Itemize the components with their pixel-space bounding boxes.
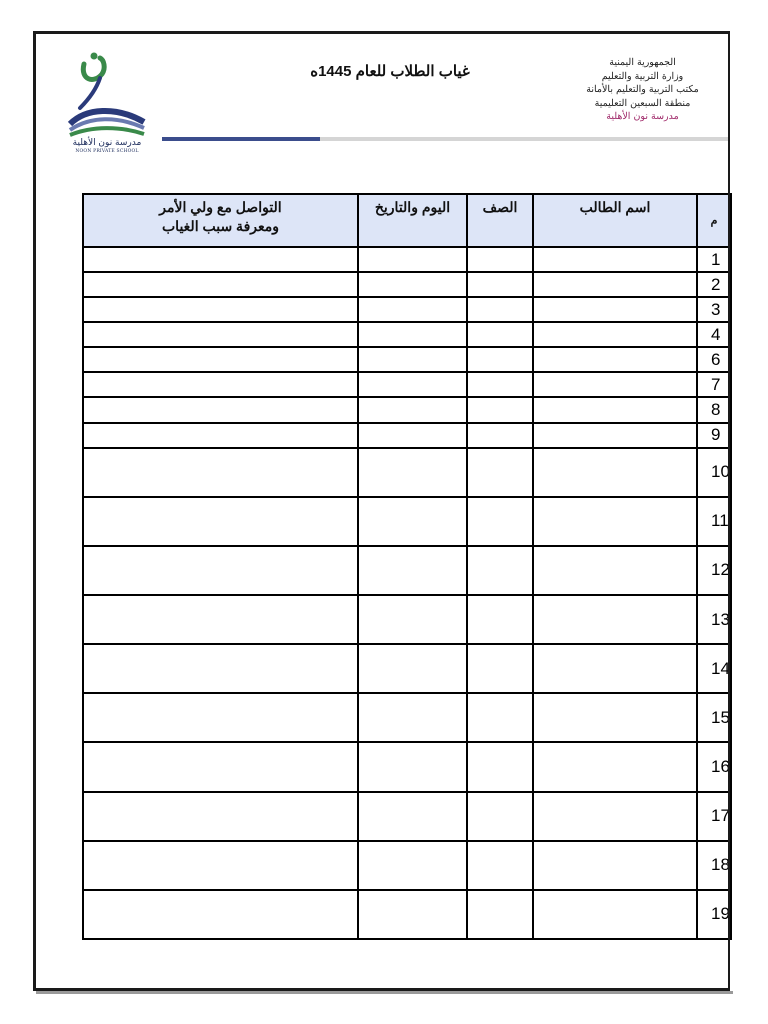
row-number: 16 <box>697 742 731 791</box>
header-class-label: الصف <box>482 199 518 215</box>
header-student-name-label: اسم الطالب <box>579 199 651 215</box>
gov-line: منطقة السبعين التعليمية <box>594 97 691 109</box>
row-number: 10 <box>697 448 731 497</box>
row-number: 18 <box>697 841 731 890</box>
row-number: 3 <box>697 297 731 322</box>
header-contact-line2: ومعرفة سبب الغياب <box>162 218 279 234</box>
page-title: غياب الطلاب للعام 1445ه <box>310 63 470 80</box>
header-number: م <box>697 194 731 247</box>
row-number: 19 <box>697 890 731 939</box>
logo-text-arabic: مدرسة نون الأهلية <box>72 138 142 148</box>
row-number: 11 <box>697 497 731 546</box>
gov-line: مكتب التربية والتعليم بالأمانة <box>586 84 699 95</box>
row-number: 8 <box>697 397 731 422</box>
row-number: 9 <box>697 423 731 448</box>
row-number: 7 <box>697 372 731 397</box>
school-name: مدرسة نون الأهلية <box>606 111 679 122</box>
row-number: 14 <box>697 644 731 693</box>
row-number: 2 <box>697 272 731 297</box>
header-contact-line1: التواصل مع ولي الأمر <box>159 199 282 215</box>
row-number: 4 <box>697 322 731 347</box>
header-day-date-label: اليوم والتاريخ <box>374 199 451 215</box>
gov-line: وزارة التربية والتعليم <box>601 70 684 82</box>
row-number: 15 <box>697 693 731 742</box>
row-number: 17 <box>697 792 731 841</box>
row-number: 12 <box>697 546 731 595</box>
row-number: 6 <box>697 347 731 372</box>
row-number: 13 <box>697 595 731 644</box>
logo-text-english: NOON PRIVATE SCHOOL <box>75 149 139 154</box>
page-border-shadow <box>36 991 733 994</box>
gov-line: الجمهورية اليمنية <box>609 57 676 68</box>
row-number: 1 <box>697 247 731 272</box>
page-border <box>33 31 730 991</box>
